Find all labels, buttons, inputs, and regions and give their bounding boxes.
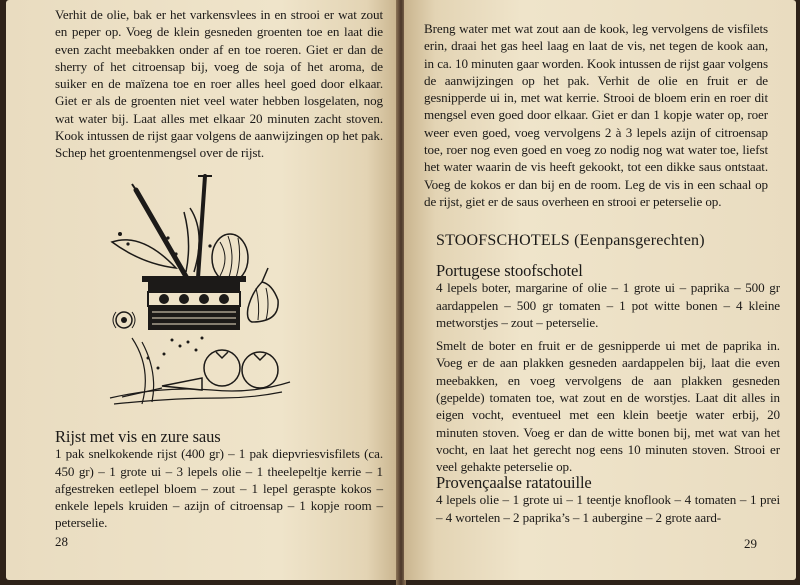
recipe-method-portugese: Smelt de boter en fruit er de gesnipperde ui met de paprika in. Voeg er de aan plakken gesneden aardappelen bij, laat die even meebakken, en voeg vervolgens de aan plakken gesneden (gepelde) tomaten toe, wat zout en de worstjes. Laat dit alles in eigen vocht, eventueel met een klein beetje water erbij, 20 minuten stoven. Voeg er dan de witte bonen bij, met wat van het vocht, en laat het gerecht nog eens 10 minuten stoven. Strooi er veel gehakte peterselie op. — [436, 338, 780, 475]
page-number-left: 28 — [55, 534, 68, 549]
recipe-ratatouille — [436, 474, 780, 526]
recipe-title-ratatouille: Provençaalse ratatouille — [436, 473, 592, 492]
recipe-ingredients-rijst-met-vis: 1 pak snelkokende rijst (400 gr) – 1 pak diepvriesvisfilets (ca. 450 gr) – 1 grote ui – 3 lepels olie – 1 theelepeltje kerrie – 1 afgestreken eetlepel bloem – zout – 1 lepel geraspte kokos – enkele lepels kruiden – azijn of citroensap – 1 kopje room – peterselie. — [55, 446, 383, 531]
right-intro-text: Breng water met wat zout aan de kook, leg vervolgens de visfilets erin, draai het gas heel laag en laat de vis, net tegen de kook aan, in ca. 10 minuten gaar worden. Kook intussen de rijst gaar volgens de aanwijzingen op het pak. Verhit de olie en fruit er de gesnipperde ui in, met wat kerrie. Strooi de bloem erin en roer dit mengsel even goed door elkaar. Giet er dan 1 kopje water op, roer weer even goed, voeg vervolgens 2 à 3 lepels azijn of citroensap toe, roer nog even goed en voeg zo nodig nog wat water toe, liefst het water waarin de vis heeft gekookt, tot een dikke saus ontstaat. Voeg de kokos er dan bij en de room. Leg de vis in een schaal op de rijst, giet er de saus overheen en strooi er peterselie op. — [424, 21, 768, 209]
recipe-ingredients-ratatouille: 4 lepels olie – 1 grote ui – 1 teentje knoflook – 4 tomaten – 1 prei – 4 wortelen – 2 paprika’s – 1 aubergine – 2 grote aard- — [436, 492, 780, 525]
recipe-title-portugese: Portugese stoofschotel — [436, 261, 583, 280]
recipe-ingredients-portugese: 4 lepels boter, margarine of olie – 1 grote ui – paprika – 500 gr aardappelen – 500 gr tomaten – 1 pot witte bonen – 4 kleine metworstjes – zout – peterselie. — [436, 280, 780, 330]
section-block — [436, 232, 780, 249]
recipe-portugese — [436, 262, 780, 476]
page-number-right: 29 — [744, 536, 757, 551]
recipe-title-rijst-met-vis: Rijst met vis en zure saus — [55, 427, 221, 446]
left-page — [6, 0, 398, 580]
left-intro-text: Verhit de olie, bak er het varkensvlees in en strooi er wat zout en peper op. Voeg de klein gesneden groenten toe en laat die even zacht meebakken onder af en toe roeren. Giet er dan de sherry of het citroensap bij, voeg de soja of het aroma, de suiker en de maïzena toe en roer alles heel goed door elkaar. Giet er als de groenten niet veel water hebben losgelaten, nog wat water bij. Laat alles met elkaar 20 minuten zacht stoven. Kook intussen de rijst gaar volgens de aanwijzingen op het pak. Schep het groentenmengsel over de rijst. — [55, 7, 383, 161]
left-recipe — [55, 428, 383, 532]
right-page — [404, 0, 796, 580]
section-title-stoofschotels: STOOFSCHOTELS (Eenpansgerechten) — [436, 232, 705, 249]
cooking-pot-vegetables-illustration — [102, 172, 292, 417]
